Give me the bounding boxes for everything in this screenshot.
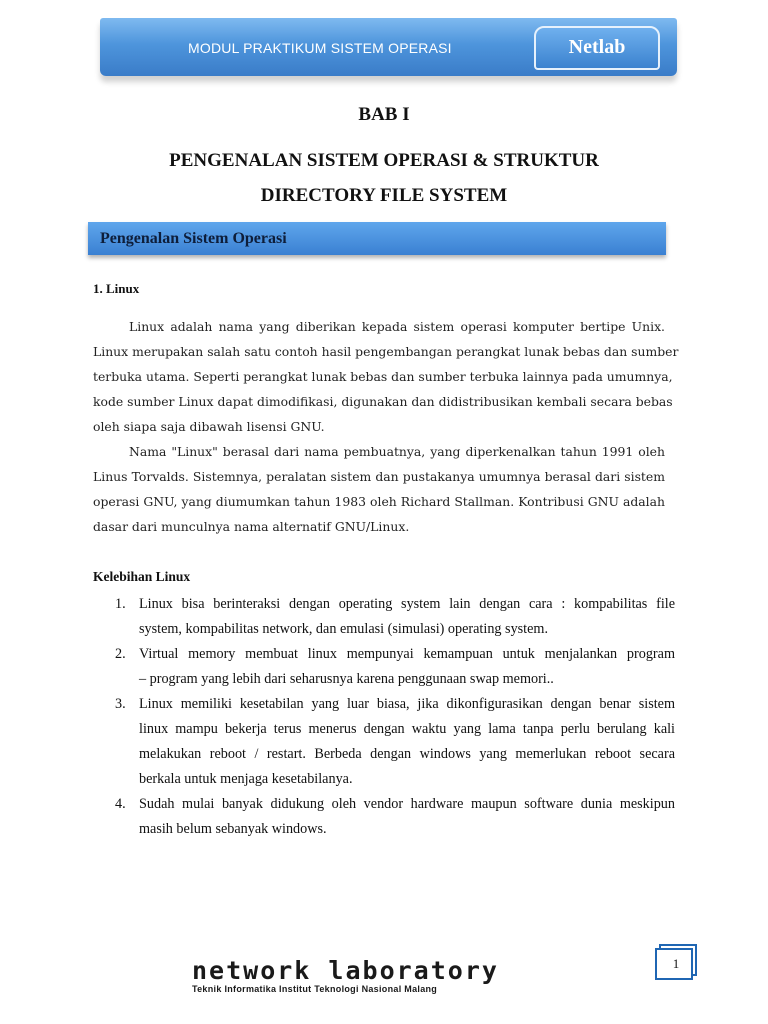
list-item xyxy=(93,692,675,792)
list-item-number: 1. xyxy=(115,596,126,612)
network-laboratory-logo xyxy=(192,956,499,994)
list-item-line: Linux memiliki kesetabilan yang luar biasa, jika dikonfigurasikan dengan benar sistem xyxy=(139,696,675,712)
paragraph-line: kode sumber Linux dapat dimodifikasi, digunakan dan didistribusikan kembali secara bebas xyxy=(93,394,673,409)
list-item-line: melakukan reboot / restart. Berbeda dengan windows yang memerlukan reboot secara xyxy=(139,746,675,762)
list-item-line: Sudah mulai banyak didukung oleh vendor hardware maupun software dunia meskipun xyxy=(139,796,675,812)
page-number: 1 xyxy=(672,956,680,971)
list-item-line: – program yang lebih dari seharusnya karena penggunaan swap memori.. xyxy=(139,671,554,687)
list-item-line: system, kompabilitas network, dan emulasi (simulasi) operating system. xyxy=(139,621,549,637)
list-item-line: Virtual memory membuat linux mempunyai kemampuan untuk menjalankan program xyxy=(139,646,675,662)
advantages-heading: Kelebihan Linux xyxy=(93,569,191,584)
paragraph-line: dasar dari munculnya nama alternatif GNU/Linux. xyxy=(93,519,410,534)
list-item xyxy=(93,792,675,842)
logo-subtext: Teknik Informatika Institut Teknologi Nasional Malang xyxy=(192,984,438,994)
header-tab-label: Netlab xyxy=(568,36,626,58)
paragraph-line: Linux adalah nama yang diberikan kepada sistem operasi komputer bertipe Unix. xyxy=(129,319,665,334)
section-header xyxy=(88,222,666,255)
list-item xyxy=(93,592,675,642)
advantages-list xyxy=(93,592,675,842)
list-item-number: 2. xyxy=(115,646,126,662)
paragraph-linux-definition xyxy=(93,314,679,439)
list-item-line: linux mampu bekerja terus menerus dengan waktu yang lama tanpa perlu berulang kali xyxy=(139,721,675,737)
paragraph-linux-origin xyxy=(93,439,665,539)
paragraph-line: oleh siapa saja dibawah lisensi GNU. xyxy=(93,419,325,434)
section-title: Pengenalan Sistem Operasi xyxy=(100,230,287,247)
logo-text: network laboratory xyxy=(192,956,499,985)
chapter-title-line2: DIRECTORY FILE SYSTEM xyxy=(260,185,508,206)
list-item-number: 3. xyxy=(115,696,126,712)
list-item-number: 4. xyxy=(115,796,126,812)
list-item-line: masih belum sebanyak windows. xyxy=(139,821,327,837)
header-title: MODUL PRAKTIKUM SISTEM OPERASI xyxy=(188,40,452,56)
paragraph-line: Linux merupakan salah satu contoh hasil pengembangan perangkat lunak bebas dan sumber xyxy=(93,344,679,359)
paragraph-line: Linus Torvalds. Sistemnya, peralatan sistem dan pustakanya umumnya berasal dari sistem xyxy=(93,469,665,484)
header-bar xyxy=(100,18,677,76)
list-item-line: Linux bisa berinteraksi dengan operating system lain dengan cara : kompabilitas file xyxy=(139,596,675,612)
list-item-line: berkala untuk menjaga kesetabilanya. xyxy=(139,771,353,787)
list-item xyxy=(93,642,675,692)
chapter-number: BAB I xyxy=(358,104,410,125)
paragraph-line: operasi GNU, yang diumumkan tahun 1983 oleh Richard Stallman. Kontribusi GNU adalah xyxy=(93,494,665,509)
page-number-box xyxy=(655,948,699,980)
page-box-front xyxy=(655,948,693,980)
paragraph-line: terbuka utama. Seperti perangkat lunak bebas dan sumber terbuka lainnya pada umumnya, xyxy=(93,369,673,384)
header-tab xyxy=(534,26,660,70)
chapter-title-line1: PENGENALAN SISTEM OPERASI & STRUKTUR xyxy=(169,150,599,171)
header-banner xyxy=(100,18,677,90)
subsection-heading: 1. Linux xyxy=(93,281,140,296)
paragraph-line: Nama "Linux" berasal dari nama pembuatnya, yang diperkenalkan tahun 1991 oleh xyxy=(129,444,665,459)
